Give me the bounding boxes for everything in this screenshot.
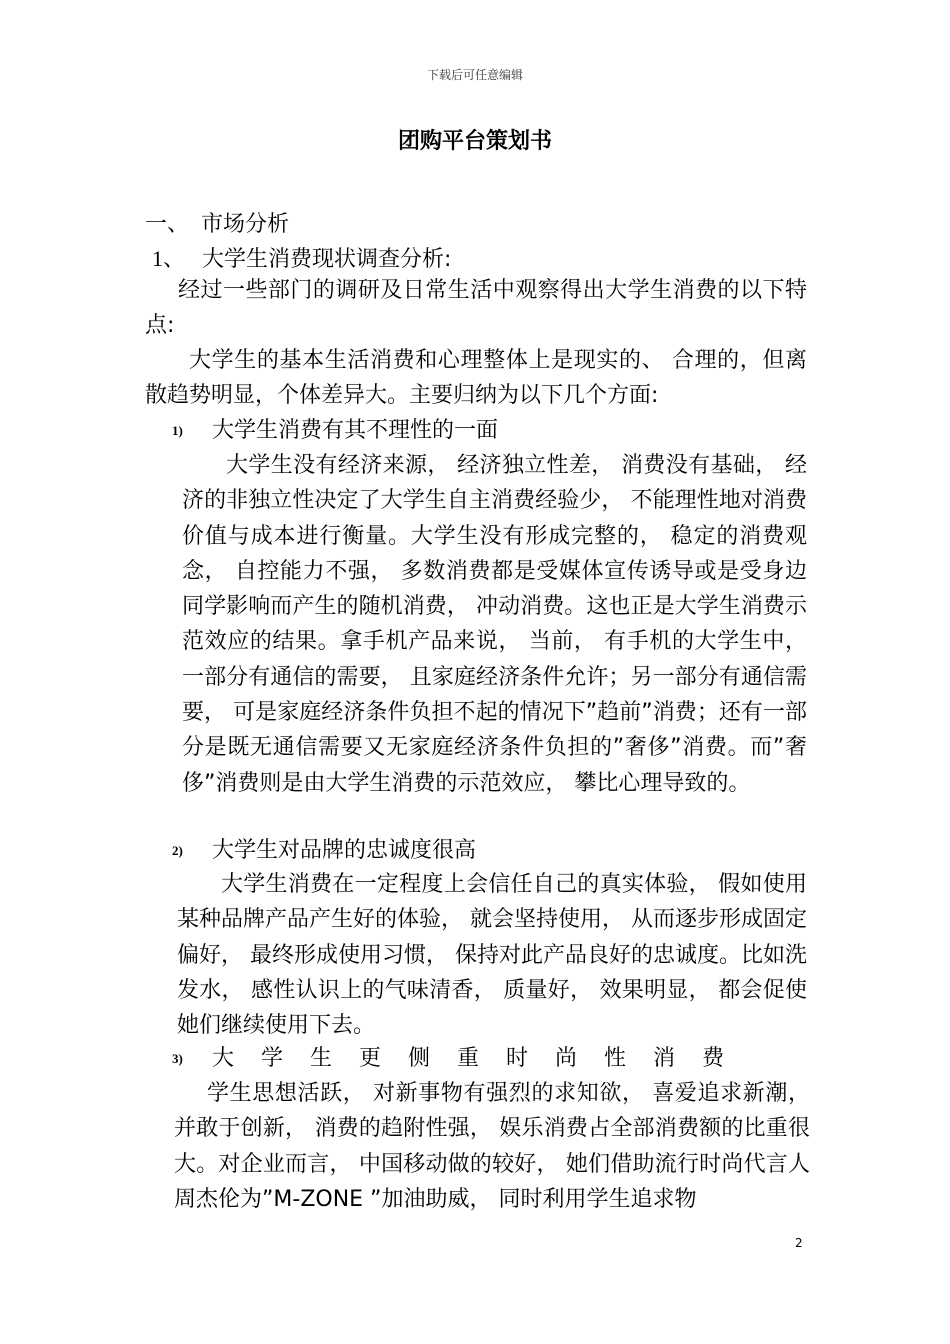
intro-paragraph-1: 经过一些部门的调研及日常生活中观察得出大学生消费的以下特点: bbox=[145, 278, 807, 339]
section-title: 市场分析 bbox=[201, 212, 290, 237]
point-title-3: 大学生更侧重时尚性消费 bbox=[212, 1046, 752, 1071]
point-number-3: 3) bbox=[172, 1051, 183, 1066]
point-heading-3 bbox=[172, 1041, 751, 1072]
point-heading-1 bbox=[172, 413, 498, 444]
point-number-2: 2) bbox=[172, 843, 183, 858]
subsection-title: 大学生消费现状调查分析: bbox=[202, 247, 452, 272]
page-number: 2 bbox=[795, 1236, 803, 1250]
document-title: 团购平台策划书 bbox=[397, 129, 552, 154]
point-title-2: 大学生对品牌的忠诚度很高 bbox=[212, 838, 477, 863]
intro-paragraph-2: 大学生的基本生活消费和心理整体上是现实的、 合理的，但离散趋势明显，个体差异大。主要归纳为以下几个方面: bbox=[145, 348, 807, 409]
point-body-2: 大学生消费在一定程度上会信任自己的真实体验， 假如使用某种品牌产品产生好的体验， 就会坚持使用， 从而逐步形成固定偏好， 最终形成使用习惯， 保持对此产品良好的忠诚度。比如洗发水， 感性认识上的气味清香， 质量好， 效果明显， 都会促使她们继续使用下去。 bbox=[177, 872, 807, 1039]
point-body-3: 学生思想活跃， 对新事物有强烈的求知欲， 喜爱追求新潮， 并敢于创新， 消费的趋附性强， 娱乐消费占全部消费额的比重很大。对企业而言， 中国移动做的较好， 她们借助流行时尚代言人周杰伦为”M-ZONE ”加油助威， 同时利用学生追求物 bbox=[174, 1081, 810, 1212]
point-number-1: 1) bbox=[172, 423, 183, 438]
point-heading-2 bbox=[172, 833, 476, 864]
subsection-number: 1、 bbox=[152, 246, 186, 271]
section-heading bbox=[145, 207, 289, 238]
point-body-1: 大学生没有经济来源， 经济独立性差， 消费没有基础， 经济的非独立性决定了大学生自主消费经验少， 不能理性地对消费价值与成本进行衡量。大学生没有形成完整的， 稳定的消费观念， 自控能力不强， 多数消费都是受媒体宣传诱导或是受身边同学影响而产生的随机消费， 冲动消费。这也正是大学生消费示范效应的结果。拿手机产品来说， 当前， 有手机的大学生中， 一部分有通信的需要， 且家庭经济条件允许；另一部分有通信需要， 可是家庭经济条件负担不起的情况下”趋前”消费；还有一部分是既无通信需要又无家庭经济条件负担的”奢侈”消费。而”奢侈”消费则是由大学生消费的示范效应， 攀比心理导致的。 bbox=[182, 453, 807, 796]
point-title-1: 大学生消费有其不理性的一面 bbox=[212, 418, 499, 443]
section-number: 一、 bbox=[145, 212, 190, 237]
subsection-heading bbox=[152, 242, 451, 273]
page-header: 下载后可任意编辑 bbox=[426, 68, 523, 82]
